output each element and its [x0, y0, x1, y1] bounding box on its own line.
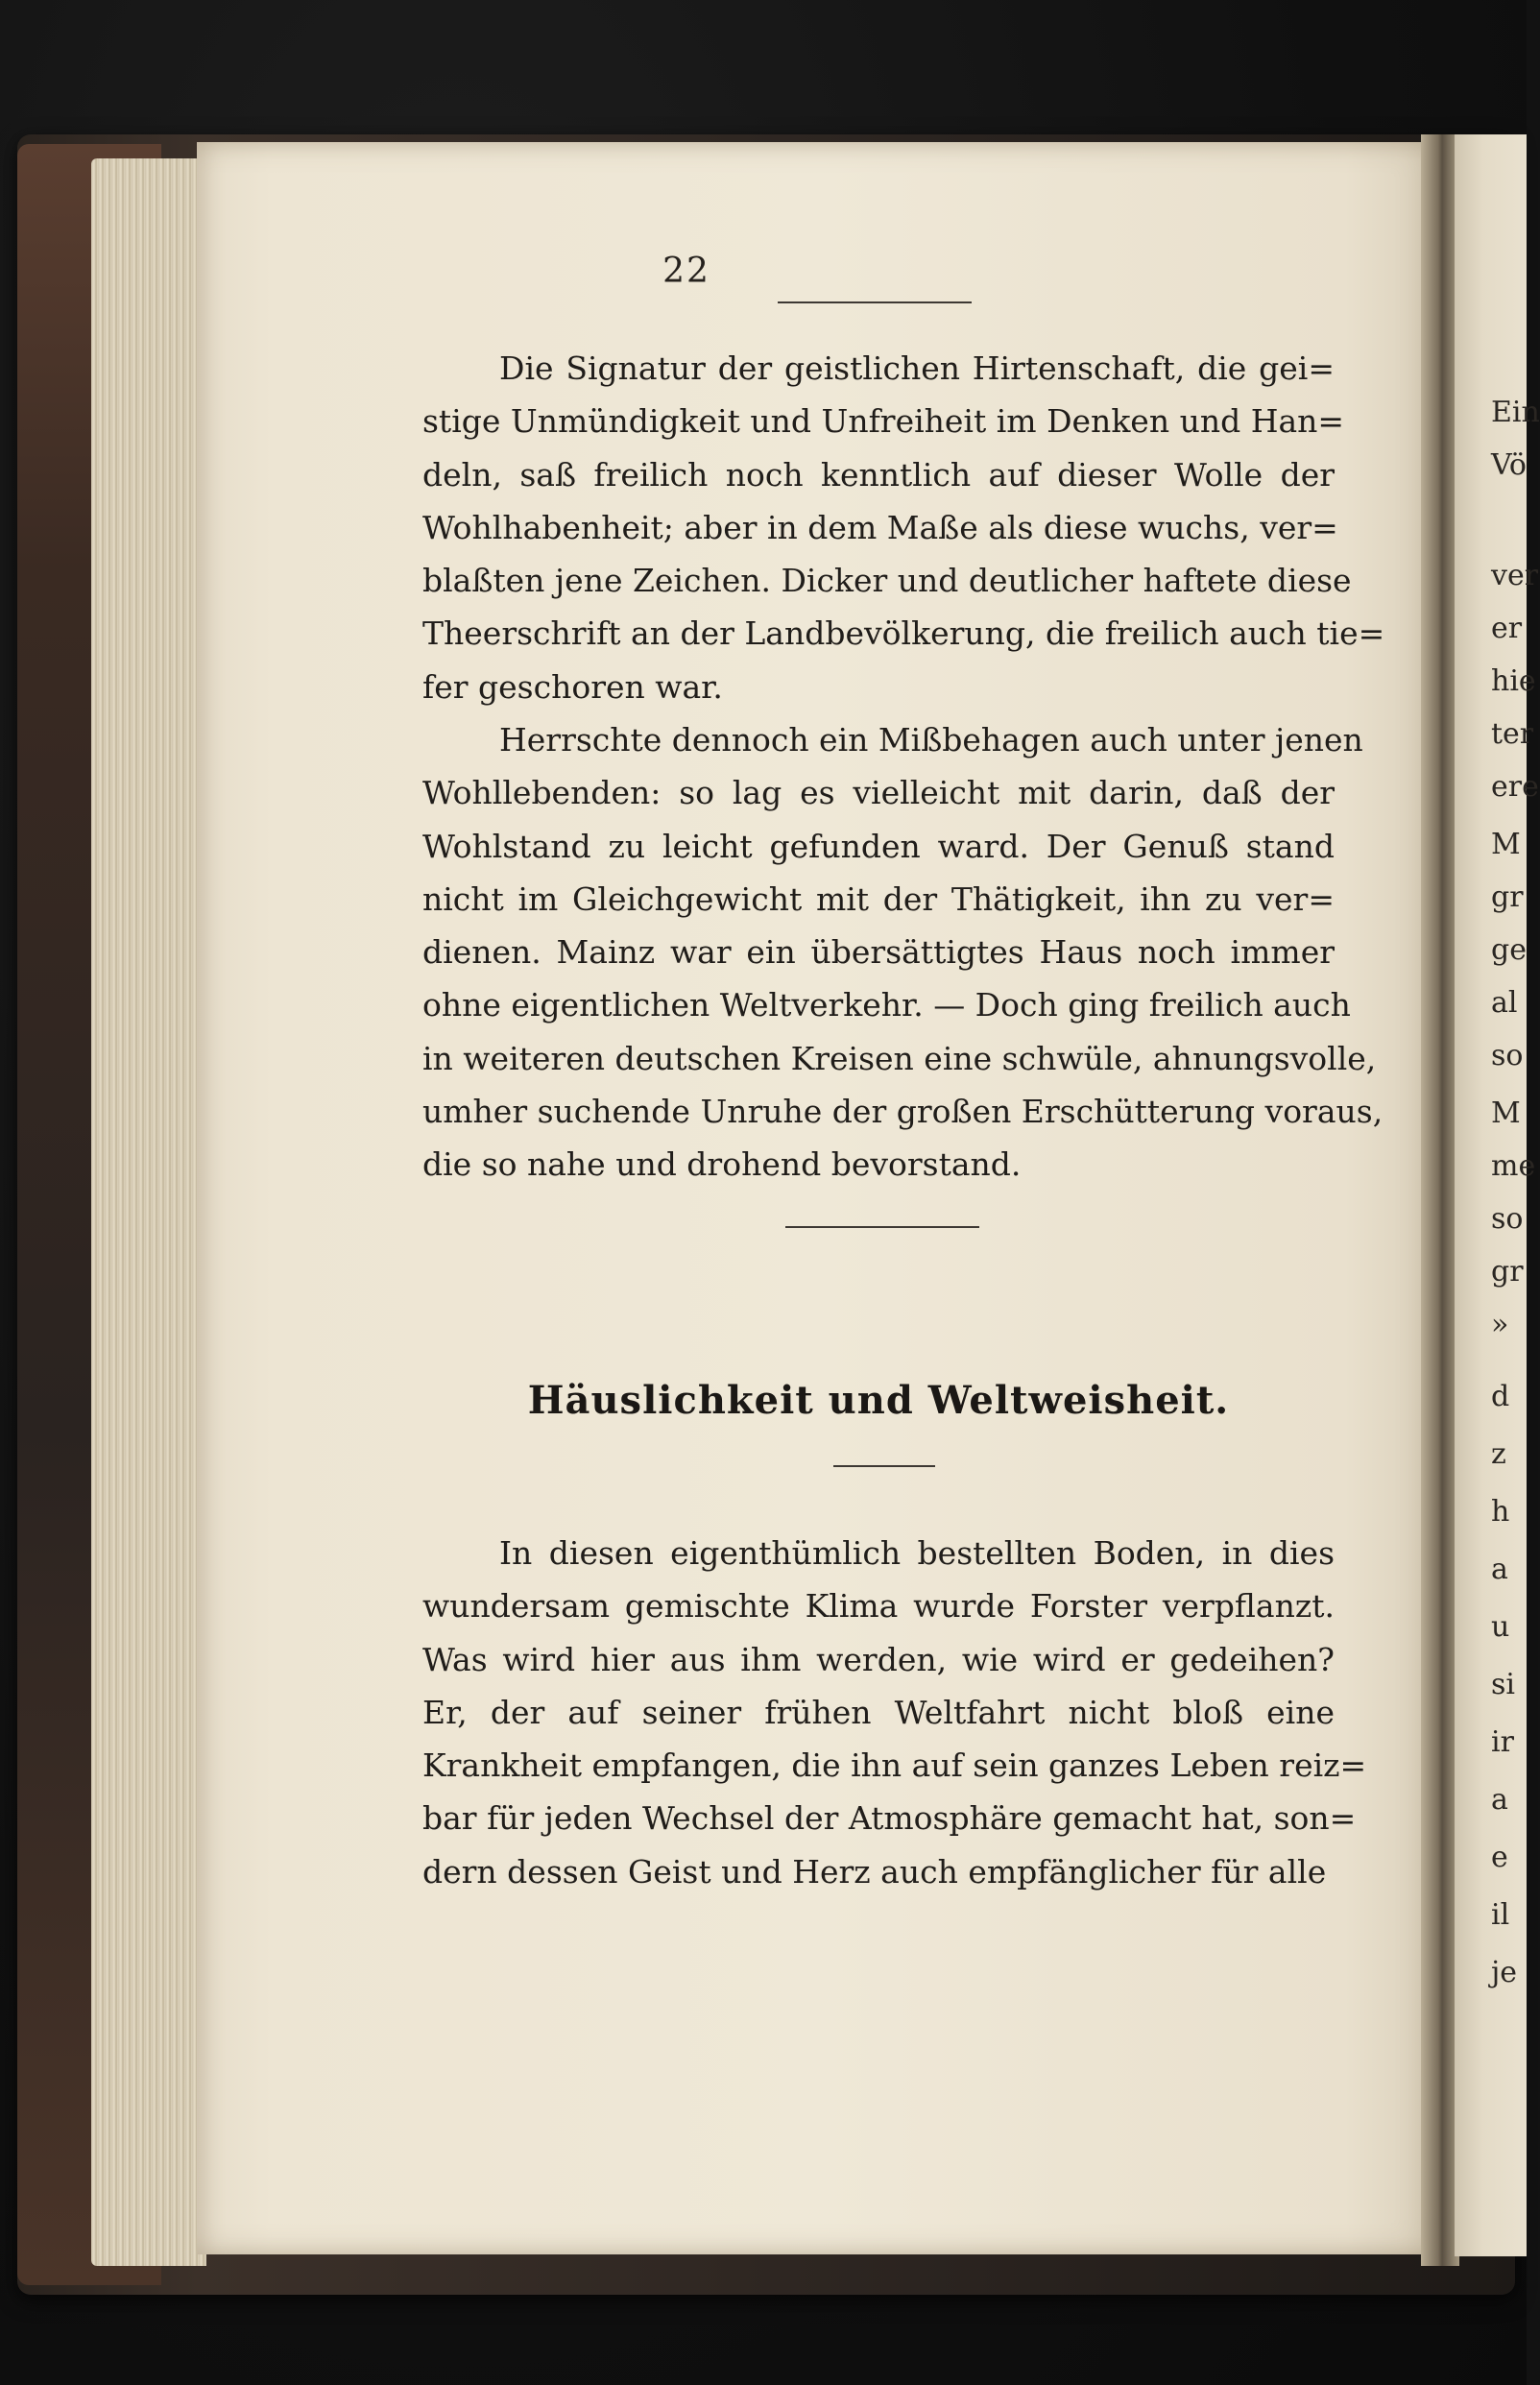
next-page-fragment: al [1491, 986, 1518, 1020]
text-line: dienen. Mainz war ein übersättigtes Haus noch immer [422, 933, 1335, 972]
text-line: Wohlhabenheit; aber in dem Maße als diese wuchs, ver= [422, 508, 1338, 546]
paragraph-2 [422, 713, 1384, 1192]
text-line: nicht im Gleichgewicht mit der Thätigkeit, ihn zu ver= [422, 879, 1335, 918]
next-page-fragment: si [1491, 1668, 1515, 1701]
section-divider [785, 1226, 979, 1228]
next-page-fragment: a [1491, 1553, 1508, 1586]
next-page-fragment: Vö [1491, 448, 1527, 482]
next-page-fragment: h [1491, 1495, 1510, 1529]
next-page-edge [1455, 134, 1540, 2256]
text-line: dern dessen Geist und Herz auch empfänglicher für alle [422, 1852, 1327, 1891]
next-page-fragment: er [1491, 612, 1523, 645]
text-line: blaßten jene Zeichen. Dicker und deutlicher haftete diese [422, 562, 1352, 600]
next-page-fragment: u [1491, 1610, 1510, 1644]
next-page-fragment: ge [1491, 933, 1527, 967]
next-page-fragment: gr [1491, 880, 1524, 914]
next-page-fragment: gr [1491, 1255, 1524, 1289]
text-line: Er, der auf seiner frühen Weltfahrt nicht bloß eine [422, 1693, 1335, 1731]
next-page-fragment: hie [1491, 664, 1536, 698]
next-page-fragment: d [1491, 1380, 1510, 1413]
next-page-fragment: il [1491, 1898, 1510, 1932]
text-line: In diesen eigenthümlich bestellten Boden, in dies [499, 1534, 1335, 1572]
next-page-fragment: ver [1491, 559, 1539, 592]
page-number: 22 [662, 252, 710, 291]
next-page-fragment: so [1491, 1202, 1524, 1236]
text-line: Theerschrift an der Landbevölkerung, die freilich auch tie= [422, 614, 1385, 653]
next-page-fragment: ere [1491, 770, 1539, 804]
text-line: Herrschte dennoch ein Mißbehagen auch unter jenen [499, 721, 1363, 759]
paragraph-1 [422, 342, 1385, 713]
next-page-fragment: ir [1491, 1725, 1514, 1759]
book-gutter [1421, 134, 1459, 2266]
next-page-fragment: e [1491, 1841, 1508, 1874]
next-page-fragment: M [1491, 828, 1521, 861]
next-page-fragment: » [1491, 1308, 1509, 1341]
text-line: fer geschoren war. [422, 667, 723, 706]
text-line: Krankheit empfangen, die ihn auf sein ganzes Leben reiz= [422, 1747, 1367, 1785]
next-page-fragment: me [1491, 1149, 1536, 1183]
text-line: Was wird hier aus ihm werden, wie wird er gedeihen? [422, 1640, 1335, 1678]
text-line: in weiteren deutschen Kreisen eine schwüle, ahnungsvolle, [422, 1039, 1377, 1077]
header-rule [778, 301, 972, 303]
text-line: Die Signatur der geistlichen Hirtenschaft, die gei= [499, 349, 1335, 387]
text-line: stige Unmündigkeit und Unfreiheit im Denken und Han= [422, 402, 1345, 441]
heading-underline [833, 1465, 935, 1467]
next-page-fragment: ter [1491, 717, 1534, 751]
text-line: Wohlstand zu leicht gefunden ward. Der Genuß stand [422, 827, 1335, 865]
next-page-fragment: je [1491, 1956, 1518, 1989]
text-line: deln, saß freilich noch kenntlich auf dieser Wolle der [422, 455, 1335, 494]
next-page-fragment: a [1491, 1783, 1508, 1817]
text-line: die so nahe und drohend bevorstand. [422, 1145, 1022, 1184]
text-line: ohne eigentlichen Weltverkehr. — Doch ging freilich auch [422, 986, 1351, 1024]
paragraph-3 [422, 1527, 1367, 1898]
next-page-fragment: M [1491, 1096, 1521, 1130]
next-page-fragment: Ein [1491, 396, 1540, 429]
text-line: Wohllebenden: so lag es vielleicht mit darin, daß der [422, 774, 1335, 812]
next-page-fragment: z [1491, 1437, 1506, 1471]
text-line: umher suchende Unruhe der großen Erschütterung voraus, [422, 1093, 1384, 1131]
text-line: wundersam gemischte Klima wurde Forster verpflanzt. [422, 1587, 1335, 1626]
section-heading: Häuslichkeit und Weltweisheit. [527, 1378, 1230, 1423]
next-page-fragment: so [1491, 1039, 1524, 1072]
page-edges [91, 158, 206, 2266]
text-line: bar für jeden Wechsel der Atmosphäre gemacht hat, son= [422, 1799, 1357, 1838]
